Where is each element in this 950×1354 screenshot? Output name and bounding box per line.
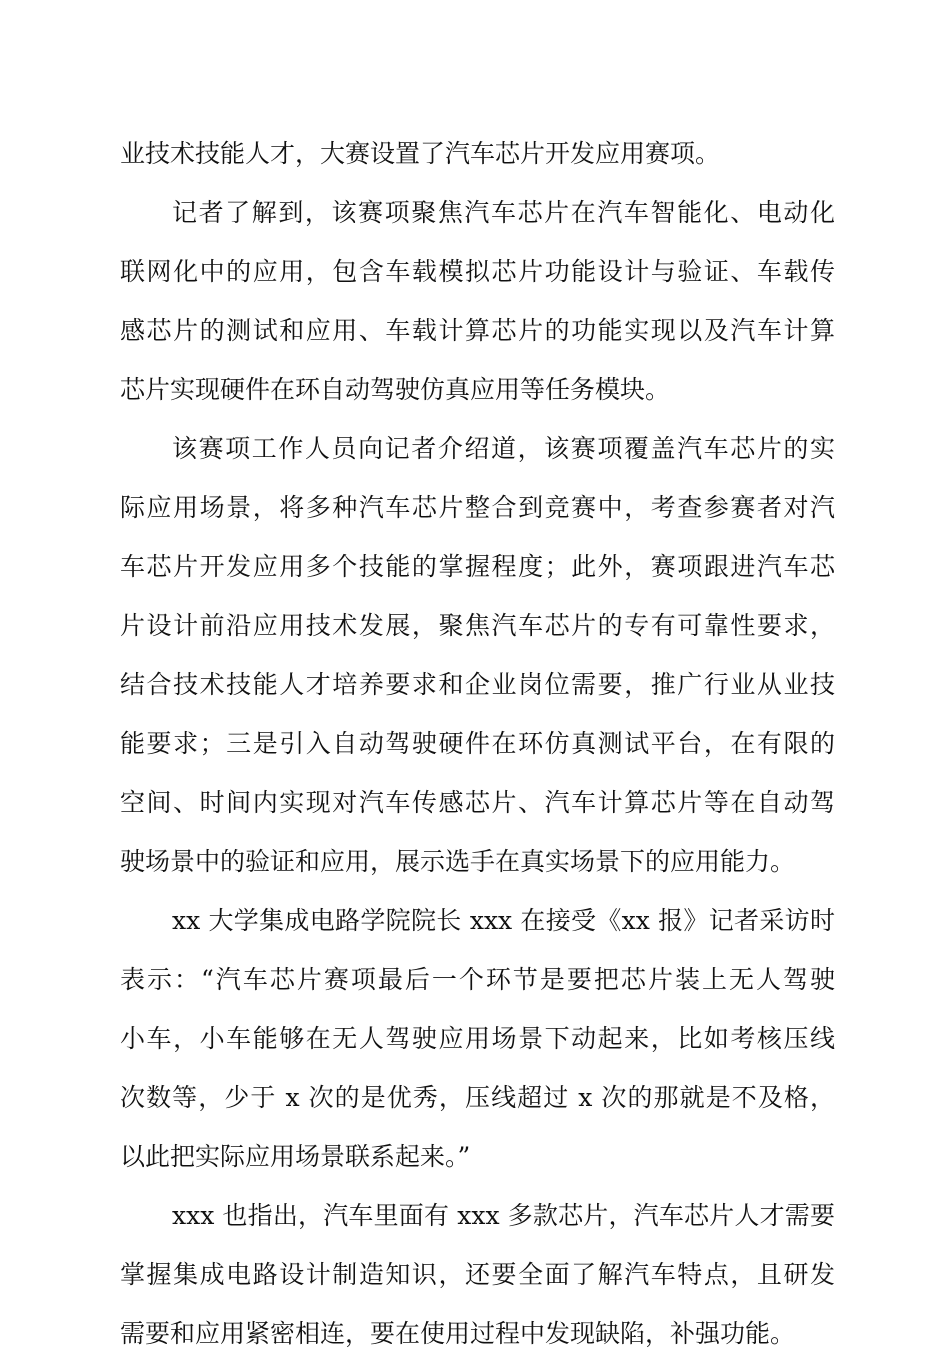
text-line: 联网化中的应用，包含车载模拟芯片功能设计与验证、车载传 (120, 257, 835, 286)
text-line: 能要求；三是引入自动驾驶硬件在环仿真测试平台，在有限的 (120, 729, 835, 758)
text-line: xx 大学集成电路学院院长 xxx 在接受《xx 报》记者采访时 (172, 906, 835, 935)
text-line: xxx 也指出，汽车里面有 xxx 多款芯片，汽车芯片人才需要 (172, 1201, 835, 1230)
text-line: 车芯片开发应用多个技能的掌握程度；此外，赛项跟进汽车芯 (120, 552, 835, 581)
text-line: 结合技术技能人才培养要求和企业岗位需要，推广行业从业技 (120, 670, 835, 699)
text-line: 表示：“汽车芯片赛项最后一个环节是要把芯片装上无人驾驶 (120, 965, 835, 994)
text-line: 掌握集成电路设计制造知识，还要全面了解汽车特点，且研发 (120, 1260, 835, 1289)
text-line: 该赛项工作人员向记者介绍道，该赛项覆盖汽车芯片的实 (172, 434, 835, 463)
text-line: 记者了解到，该赛项聚焦汽车芯片在汽车智能化、电动化 (172, 198, 835, 227)
text-line: 际应用场景，将多种汽车芯片整合到竞赛中，考查参赛者对汽 (120, 493, 835, 522)
text-line: 次数等，少于 x 次的是优秀，压线超过 x 次的那就是不及格， (120, 1083, 835, 1112)
text-line: 业技术技能人才，大赛设置了汽车芯片开发应用赛项。 (120, 139, 721, 168)
text-line: 空间、时间内实现对汽车传感芯片、汽车计算芯片等在自动驾 (120, 788, 835, 817)
text-line: 小车，小车能够在无人驾驶应用场景下动起来，比如考核压线 (120, 1024, 835, 1053)
text-line: 芯片实现硬件在环自动驾驶仿真应用等任务模块。 (120, 375, 671, 404)
text-line: 需要和应用紧密相连，要在使用过程中发现缺陷，补强功能。 (120, 1319, 796, 1348)
text-line: 感芯片的测试和应用、车载计算芯片的功能实现以及汽车计算 (120, 316, 835, 345)
text-line: 驶场景中的验证和应用，展示选手在真实场景下的应用能力。 (120, 847, 796, 876)
text-line: 片设计前沿应用技术发展，聚焦汽车芯片的专有可靠性要求， (120, 611, 835, 640)
text-line: 以此把实际应用场景联系起来。” (120, 1142, 471, 1171)
